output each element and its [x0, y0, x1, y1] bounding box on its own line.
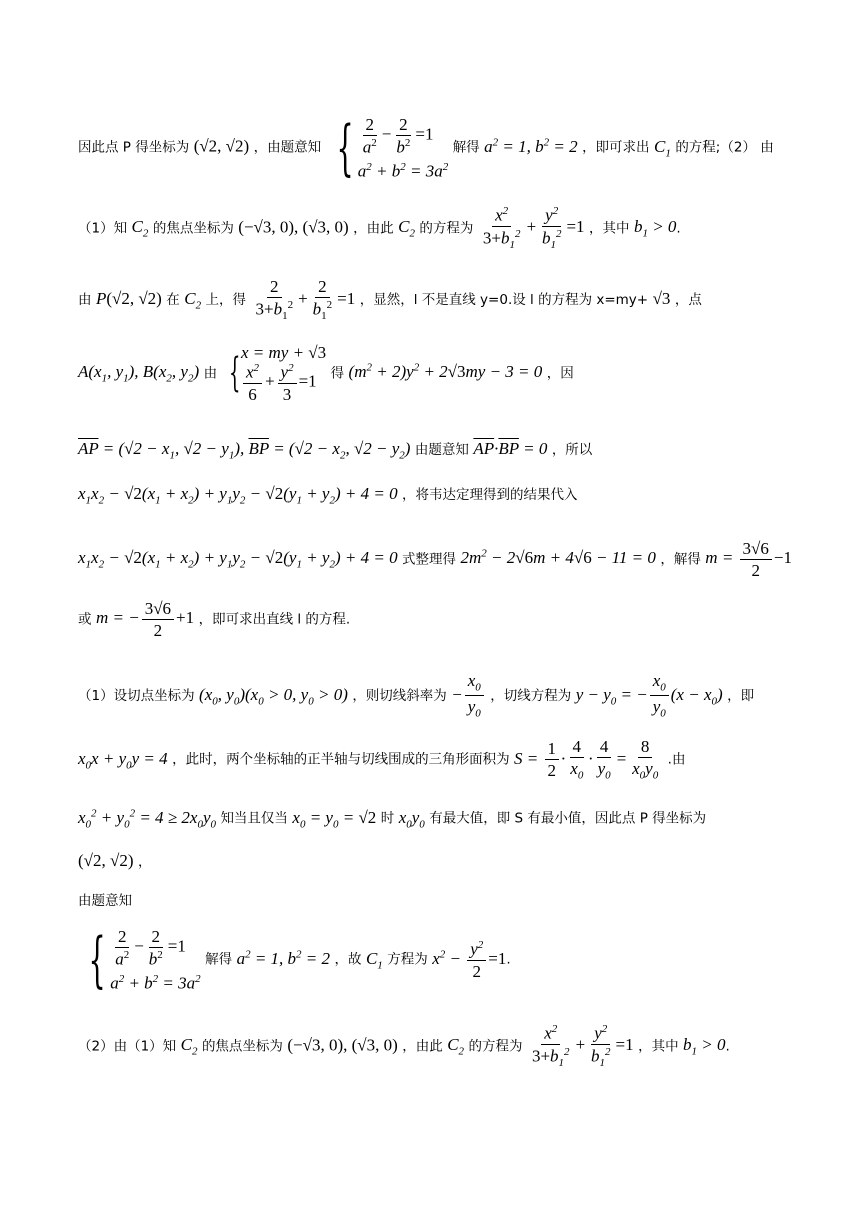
line-5: $\overline{AP} = (√2 - x_1$, $√2 - y_1$), $\overline{BP} = (√2 - x_2$, $√2 - y_2$) 由题意知 $\overline{AP}\cdot\overline{BP} = 0$ ，所以 [78, 439, 593, 462]
line-1-text-2: ，由题意知 [253, 139, 322, 156]
line-9: （1）设切点坐标为 ($x_0$, $y_0)(x_0 > 0$, $y_0 > 0$) ，则切线斜率为 − $\frac{x_0}{y_0}$ ，切线方程为 $y - y_0$ = − $\frac{x_0}{y_0}$ $(x - x_0)$ ，即 [78, 671, 755, 720]
line-12: (√2, √2) ， [78, 851, 152, 870]
line-8: 或 m = − $\frac{3√6}{2}$ +1 ，即可求出直线 l 的方程. [78, 599, 351, 640]
line-1-text-1: 因此点 P 得坐标为 [78, 139, 190, 156]
line-1-text-3: 解得 [452, 139, 480, 156]
equation-system: { $\frac{2}{a^2}$ − $\frac{2}{b^2}$ =1 $a^2 + b^2 = 3a^2$ [336, 112, 449, 183]
line-1: 因此点 P 得坐标为 (√2, √2) ，由题意知 { $\frac{2}{a^2}$ − $\frac{2}{b^2}$ =1 $a^2 + b^2 = 3a^2$ 解得 $a^2 = 1$, $b^2 = 2$ ，即可求出 $C_1$ 的方程;（2） 由 [78, 112, 774, 183]
line-2: （1）知 $C_2$ 的焦点坐标为 (−√3, 0), (√3, 0) ，由此 $C_2$ 的方程为 $\frac{x^2}{3+b_1^2}$ + $\frac{y^2}{b_1^2}$ =1 ，其中 $b_1 > 0$. [78, 205, 681, 251]
line-6: $x_1x_2 - √2(x_1 + x_2) + y_1y_2 - √2(y_1 + y_2) + 4 = 0$ ，将韦达定理得到的结果代入 [78, 484, 578, 507]
line-13: 由题意知 [78, 893, 132, 909]
line-14: { $\frac{2}{a^2}$ − $\frac{2}{b^2}$ =1 $a^2 + b^2 = 3a^2$ 解得 $a^2 = 1$, $b^2 = 2$ ，故 $C_1$ 方程为 $x^2$ − $\frac{y^2}{2}$ =1. [88, 924, 511, 995]
line-10: $x_0x + y_0y = 4$ ，此时，两个坐标轴的正半轴与切线围成的三角形面积为 S = $\frac{1}{2}$ · $\frac{4}{x_0}$ · $\frac{4}{y_0}$ = $\frac{8}{x_0y_0}$ .由 [78, 737, 686, 782]
line-3: 由 P(√2, √2) 在 $C_2$ 上，得 $\frac{2}{3+b_1^2}$ + $\frac{2}{b_1^2}$ =1 ，显然，l 不是直线 y=0.设 l 的方程为 x=my+ √3 ，点 [78, 277, 702, 323]
line-1-text-4: ，即可求出 [582, 139, 650, 156]
line-11: $x_0^2 + y_0^2 = 4 \ge 2x_0y_0$ 知当且仅当 $x_0 = y_0 = √2$ 时 $x_0y_0$ 有最大值，即 S 有最小值，因此点 P 得坐标为 [78, 807, 707, 831]
line-4: $A(x_1$, $y_1$), $B(x_2$, $y_2$) 由 { x = my + √3 $\frac{x^2}{6}$ + $\frac{y^2}{3}$ =1 得 $(m^2 + 2)y^2 + 2√3my - 3 = 0$ ，因 [78, 343, 574, 404]
line-15: （2）由（1）知 $C_2$ 的焦点坐标为 (−√3, 0), (√3, 0) ，由此 $C_2$ 的方程为 $\frac{x^2}{3+b_1^2}$ + $\frac{y^2}{b_1^2}$ =1 ，其中 $b_1 > 0$. [78, 1023, 730, 1069]
line-1-text-5: 的方程;（2） 由 [675, 139, 774, 156]
line-7: $x_1x_2 - √2(x_1 + x_2) + y_1y_2 - √2(y_1 + y_2) + 4 = 0$ 式整理得 $2m^2 - 2√6m + 4√6 - 11 = 0$ ，解得 m = $\frac{3√6}{2}$ −1 [78, 539, 792, 580]
